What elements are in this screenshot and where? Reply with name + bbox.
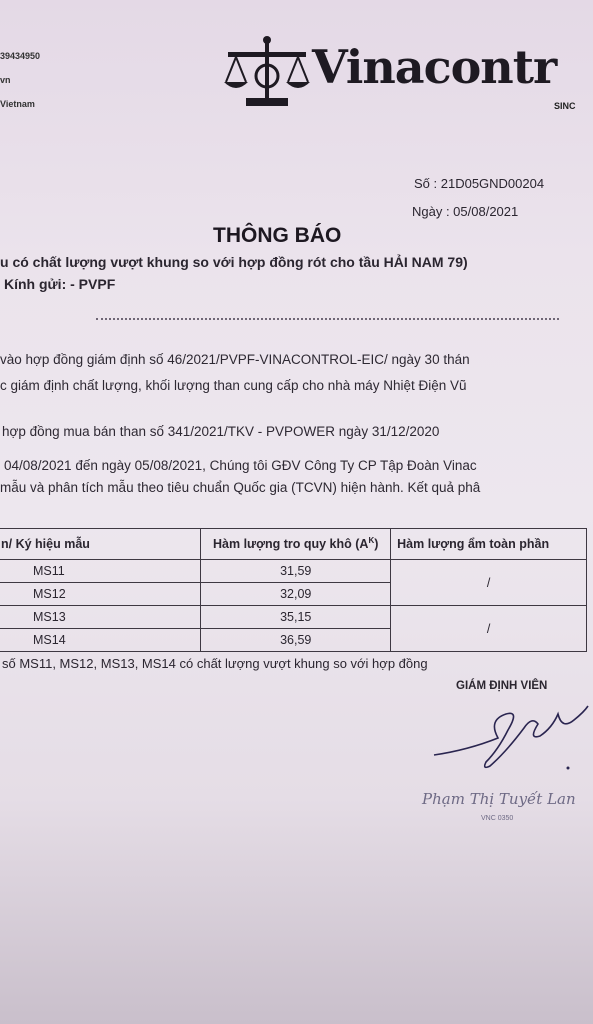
table-header-row: [0, 529, 587, 560]
document-subtitle: u có chất lượng vượt khung so với hợp đồng rót cho tầu HẢI NAM 79): [0, 254, 468, 270]
paragraph-analysis-standard: mẫu và phân tích mẫu theo tiêu chuẩn Quốc gia (TCVN) hiện hành. Kết quả phâ: [0, 480, 481, 495]
paragraph-contract-basis: vào hợp đồng giám định số 46/2021/PVPF-VINACONTROL-EIC/ ngày 30 thán: [0, 352, 470, 367]
table-row: [0, 560, 587, 583]
page-title: THÔNG BÁO: [213, 224, 342, 247]
cell-sample: MS11: [0, 560, 201, 583]
header-contact: [0, 44, 40, 116]
document-date: Ngày : 05/08/2021: [412, 204, 519, 219]
document-number: Số : 21D05GND00204: [414, 176, 545, 191]
scales-emblem-icon: [222, 34, 312, 114]
header-moisture-content: Hàm lượng ẩm toàn phần: [391, 529, 587, 560]
cell-ash: 32,09: [201, 583, 391, 606]
table-row: [0, 606, 587, 629]
results-table: [0, 528, 587, 652]
paragraph-sales-contract: hợp đồng mua bán than số 341/2021/TKV - PVPOWER ngày 31/12/2020: [2, 424, 440, 439]
signatory-title: GIÁM ĐỊNH VIÊN: [456, 680, 548, 692]
vinacontrol-logo: [222, 34, 593, 114]
recipient-line: Kính gửi: - PVPF: [4, 276, 116, 292]
cell-ash: 31,59: [201, 560, 391, 583]
cell-sample: MS12: [0, 583, 201, 606]
header-ash-close: ): [374, 537, 379, 552]
cell-sample: MS14: [0, 629, 201, 652]
conclusion-text: số MS11, MS12, MS13, MS14 có chất lượng vượt khung so với hợp đồng: [2, 656, 428, 671]
cell-ash: 35,15: [201, 606, 391, 629]
cell-moisture: /: [391, 606, 587, 652]
header-country: Vietnam: [0, 99, 35, 109]
header-ash-superscript: K: [368, 536, 375, 546]
header-phone: 39434950: [0, 51, 41, 61]
handwritten-signature: [428, 700, 593, 780]
cell-moisture: /: [391, 560, 587, 606]
cell-ash: 36,59: [201, 629, 391, 652]
header-sample-code: n/ Ký hiệu mẫu: [0, 529, 201, 560]
logo-subtext: SINC: [554, 101, 576, 111]
header-ash-label: Hàm lượng tro quy khô (A: [213, 537, 369, 552]
signatory-code: VNC 0350: [481, 815, 514, 822]
header-ash-content: [201, 529, 391, 560]
paragraph-inspection-scope: c giám định chất lượng, khối lượng than cung cấp cho nhà máy Nhiệt Điện Vũ: [0, 378, 467, 393]
logo-wordmark: Vinacontr: [312, 40, 557, 94]
signatory-name: Phạm Thị Tuyết Lan: [422, 790, 576, 808]
cell-sample: MS13: [0, 606, 201, 629]
header-website: vn: [0, 75, 11, 85]
paragraph-inspection-dates: 04/08/2021 đến ngày 05/08/2021, Chúng tôi GĐV Công Ty CP Tập Đoàn Vinac: [4, 458, 477, 473]
dotted-divider: [96, 318, 559, 320]
